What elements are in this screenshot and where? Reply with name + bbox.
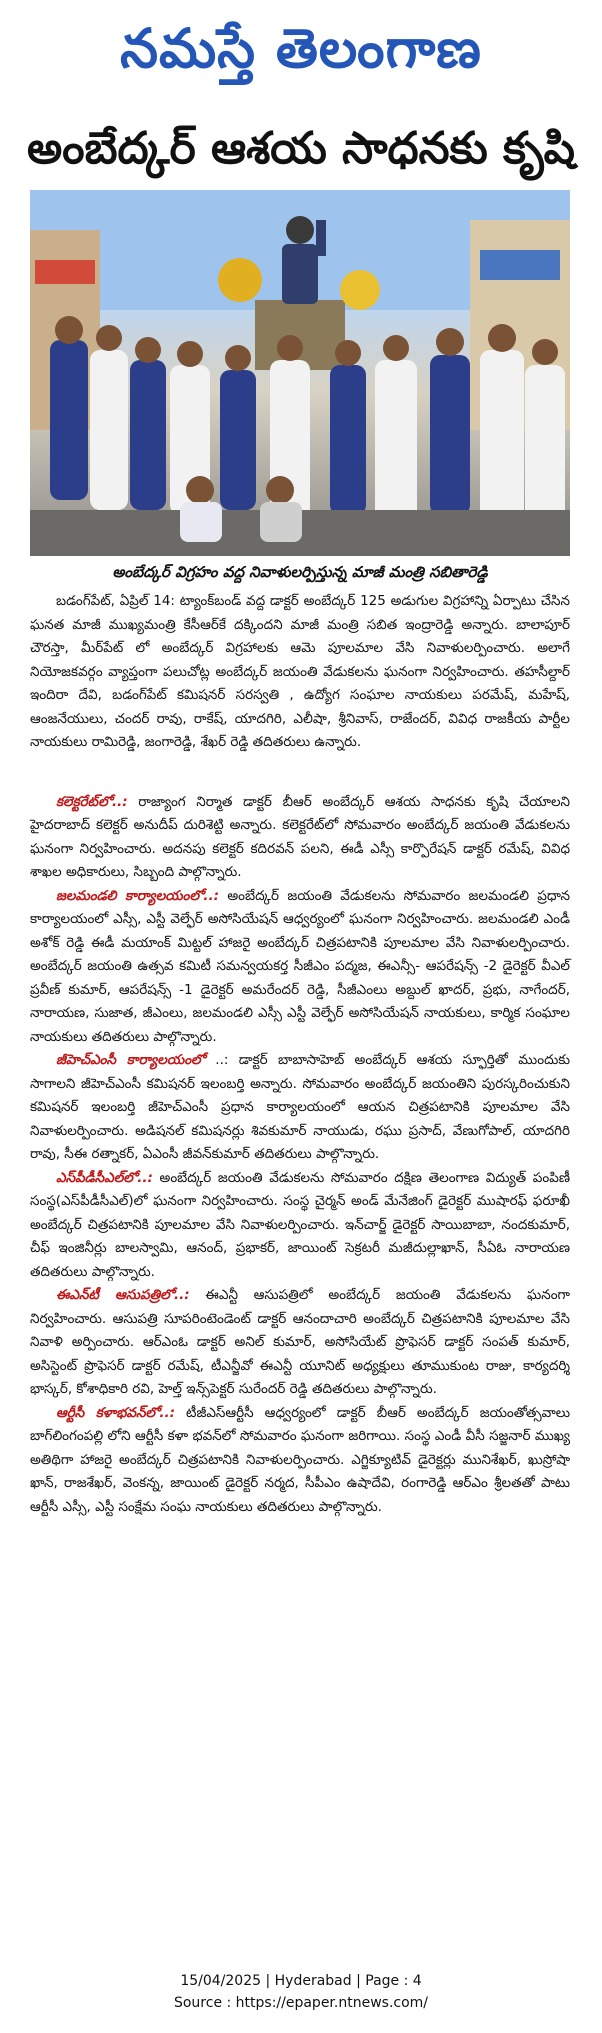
section-heading: జలమండలి కార్యాలయంలో..: <box>56 887 220 904</box>
newspaper-logo: నమస్తే తెలంగాణ <box>120 16 482 80</box>
section-text: అంబేద్కర్ జయంతి వేడుకలను సోమవారం దక్షిణ తెలంగాణ విద్యుత్ పంపిణీ సంస్థ(ఎస్‌పీడీసీఎల్)లో ఘనంగా నిర్వహించారు. సంస్థ చైర్మన్ అండ్ మేనేజింగ్ డైరెక్టర్ ముషారఫ్ ఫరూఖీ అంబేద్కర్ చిత్రపటానికి పూలమాల వేసి నివాళులర్పించారు. ఇన్‌చార్జ్ డైరెక్టర్ సాయిబాబా, నందకుమార్, చీఫ్ ఇంజినీర్లు బాలస్వామి, ఆనంద్, ప్రభాకర్, జాయింట్ సెక్రటరీ మజీదుల్లాఖాన్, సీఏఓ నారాయణ తదితరులు పాల్గొన్నారు. <box>30 1169 570 1280</box>
section-heading: ఆర్టీసీ కళాభవన్‌లో..: <box>56 1404 175 1421</box>
headline: అంబేద్కర్ ఆశయ సాధనకు కృషి <box>27 123 575 174</box>
article-section <box>30 791 570 885</box>
section-heading: కలెక్టరేట్‌లో..: <box>56 793 128 810</box>
section-text: ఈఎన్టీ ఆసుపత్రిలో అంబేద్కర్ జయంతి వేడుకలను ఘనంగా నిర్వహించారు. ఆసుపత్రి సూపరింటెండెంట్ డాక్టర్ ఆనందాచారి అంబేద్కర్ చిత్రపటానికి పూలమాల వేసి నివాళి అర్పించారు. ఆర్ఎంఓ డాక్టర్ అనిల్ కుమార్, అసోసియేట్ ప్రొఫెసర్ డాక్టర్ సంపత్ కుమార్, అసిస్టెంట్ ప్రొఫెసర్ డాక్టర్ రమేష్, టీఎన్జీవో ఈఎన్టీ యూనిట్ అధ్యక్షులు తూముకుంట రాజు, కార్యదర్శి భాస్కర్, కోశాధికారి రవి, హెల్త్ ఇన్స్‌పెక్టర్ సురేందర్ రెడ్డి తదితరులు పాల్గొన్నారు. <box>30 1287 570 1397</box>
article-section <box>30 1402 570 1520</box>
article-intro: బడంగ్‌పేట్, ఏప్రిల్ 14: ట్యాంక్‌బండ్ వద్ద డాక్టర్ అంబేద్కర్ 125 అడుగుల విగ్రహాన్ని ఏర్పాటు చేసిన ఘనత మాజీ ముఖ్యమంత్రి కేసీఆర్‌కే దక్కిందని మాజీ మంత్రి సబిత ఇంద్రారెడ్డి అన్నారు. బాలాపూర్ చౌరస్తా, మీర్‌పేట్ లో అంబేద్కర్ విగ్రహాలకు ఆమె పూలమాల వేసి నివాళులర్పించారు. అలాగే నియోజకవర్గం వ్యాప్తంగా పలుచోట్ల అంబేద్కర్ జయంతి వేడుకలను ఘనంగా నిర్వహించారు. తహసీల్దార్ ఇందిరా దేవి, బడంగ్‌పేట్ కమిషనర్ సరస్వతి , ఉద్యోగ సంఘాల నాయకులు పరమేష్, మహేష్, ఆంజనేయులు, చందర్ రావు, రాకేష్, యాదగిరి, ఎలీషా, శ్రీనివాస్, రాజేందర్, వివిధ రాజకీయ పార్టీల నాయకులు రామిరెడ్డి, జంగారెడ్డి, శేఖర్ రెడ్డి తదితరులు ఉన్నారు. <box>30 593 570 750</box>
section-text: ..: డాక్టర్ బాబాసాహెబ్ అంబేద్కర్ ఆశయ స్ఫూర్తితో ముందుకు సాగాలని జీహెచ్ఎంసీ కమిషనర్ ఇలంబర్తి అన్నారు. సోమవారం అంబేద్కర్ జయంతిని పురస్కరించుకుని కమిషనర్ ఇలంబర్తి జీహెచ్ఎంసీ ప్రధాన కార్యాలయంలో ఆయన చిత్రపటానికి పూలమాల వేసి నివాళులర్పించారు. అడిషనల్ కమిషనర్లు శివకుమార్ నాయుడు, రఘు ప్రసాద్, వేణుగోపాల్, యాదగిరి రావు, సీఈ రత్నాకర్, ఏఎంసీ జీవన్‌కుమార్ తదితరులు పాల్గొన్నారు. <box>30 1052 570 1162</box>
footer-source: Source : https://epaper.ntnews.com/ <box>173 1995 429 2011</box>
article-body <box>30 590 570 1519</box>
section-heading: జీహెచ్ఎంసీ కార్యాలయంలో <box>56 1052 205 1068</box>
section-text: అంబేద్కర్ జయంతి వేడుకలను సోమవారం జలమండలి ప్రధాన కార్యాలయంలో ఎస్సీ, ఎస్టీ వెల్ఫేర్ అసోసియేషన్ ఆధ్వర్యంలో ఘనంగా నిర్వహించారు. జలమండలి ఎండీ అశోక్ రెడ్డి ఈడీ మయాంక్ మిట్టల్ హాజరై అంబేద్కర్ చిత్రపటానికి పూలమాల వేసి నివాళులర్పించారు. అంబేద్కర్ జయంతి ఉత్సవ కమిటీ సమన్వయకర్త సీజీఎం పద్మజ, ఈఎన్సీ- ఆపరేషన్స్ -2 డైరెక్టర్ వీఎల్ ప్రవీణ్ కుమార్, ఆపరేషన్స్ -1 డైరెక్టర్ అమరేందర్ రెడ్డి, సీజీఎంలు అబ్దుల్ ఖాదర్, ప్రభు, నాగేందర్, నారాయణ, సుజాత, జీఎంలు, జలమండలి ఎస్సీ ఎస్టీ వెల్ఫేర్ అసోసియేషన్ నాయకులు, కార్మిక సంఘాల నాయకులు తదితరులు పాల్గొన్నారు. <box>30 887 570 1045</box>
article-section <box>30 1284 570 1402</box>
section-heading: ఎస్‌పీడీసీఎల్‌లో..: <box>56 1169 153 1186</box>
article-section <box>30 885 570 1050</box>
photo-caption: అంబేద్కర్ విగ్రహం వద్ద నివాళులర్పిస్తున్న మాజీ మంత్రి సబితారెడ్డి <box>112 563 488 581</box>
section-text: రాజ్యాంగ నిర్మాత డాక్టర్ బీఆర్ అంబేద్కర్ ఆశయ సాధనకు కృషి చేయాలని హైదరాబాద్ కలెక్టర్ అనుదీప్ దురిశెట్టి అన్నారు. కలెక్టరేట్‌లో సోమవారం అంబేద్కర్ జయంతి వేడుకలను ఘనంగా నిర్వహించారు. అదనపు కలెక్టర్ కదిరవన్ పలని, ఈడీ ఎస్సీ కార్పొరేషన్ డాక్టర్ రమేష్, వివిధ శాఖల అధికారులు, సిబ్బంది పాల్గొన్నారు. <box>30 793 570 880</box>
footer-meta: 15/04/2025 | Hyderabad | Page : 4 <box>180 1973 422 1989</box>
page-footer <box>0 1970 602 2014</box>
article-section <box>30 1049 570 1167</box>
masthead <box>0 0 602 110</box>
article-section <box>30 1167 570 1285</box>
section-text: టీజీఎస్ఆర్టీసీ ఆధ్వర్యంలో డాక్టర్ బీఆర్ అంబేద్కర్ జయంతోత్సవాలు బాగ్‌లింగంపల్లి లోని ఆర్టీసీ కళా భవన్‌లో సోమవారం ఘనంగా జరిగాయి. సంస్థ ఎండీ వీసీ సజ్జనార్ ముఖ్య అతిథిగా హాజరై అంబేద్కర్ చిత్రపటానికి నివాళులర్పించారు. ఎగ్జిక్యూటివ్ డైరెక్టర్లు మునిశేఖర్, ఖుస్రోషా ఖాన్, రాజశేఖర్, వెంకన్న, జాయింట్ డైరెక్టర్ నర్మద, సీపీఎం ఉషాదేవి, రంగారెడ్డి ఆర్ఎం శ్రీలతతో పాటు ఆర్టీసీ ఎస్సీ, ఎస్టీ సంక్షేమ సంఘ నాయకులు తదితరులు పాల్గొన్నారు. <box>30 1404 570 1515</box>
news-photo <box>30 190 570 556</box>
crowd-photo-illustration <box>30 190 570 556</box>
section-heading: ఈఎన్‌టీ ఆసుపత్రిలో..: <box>56 1287 190 1303</box>
